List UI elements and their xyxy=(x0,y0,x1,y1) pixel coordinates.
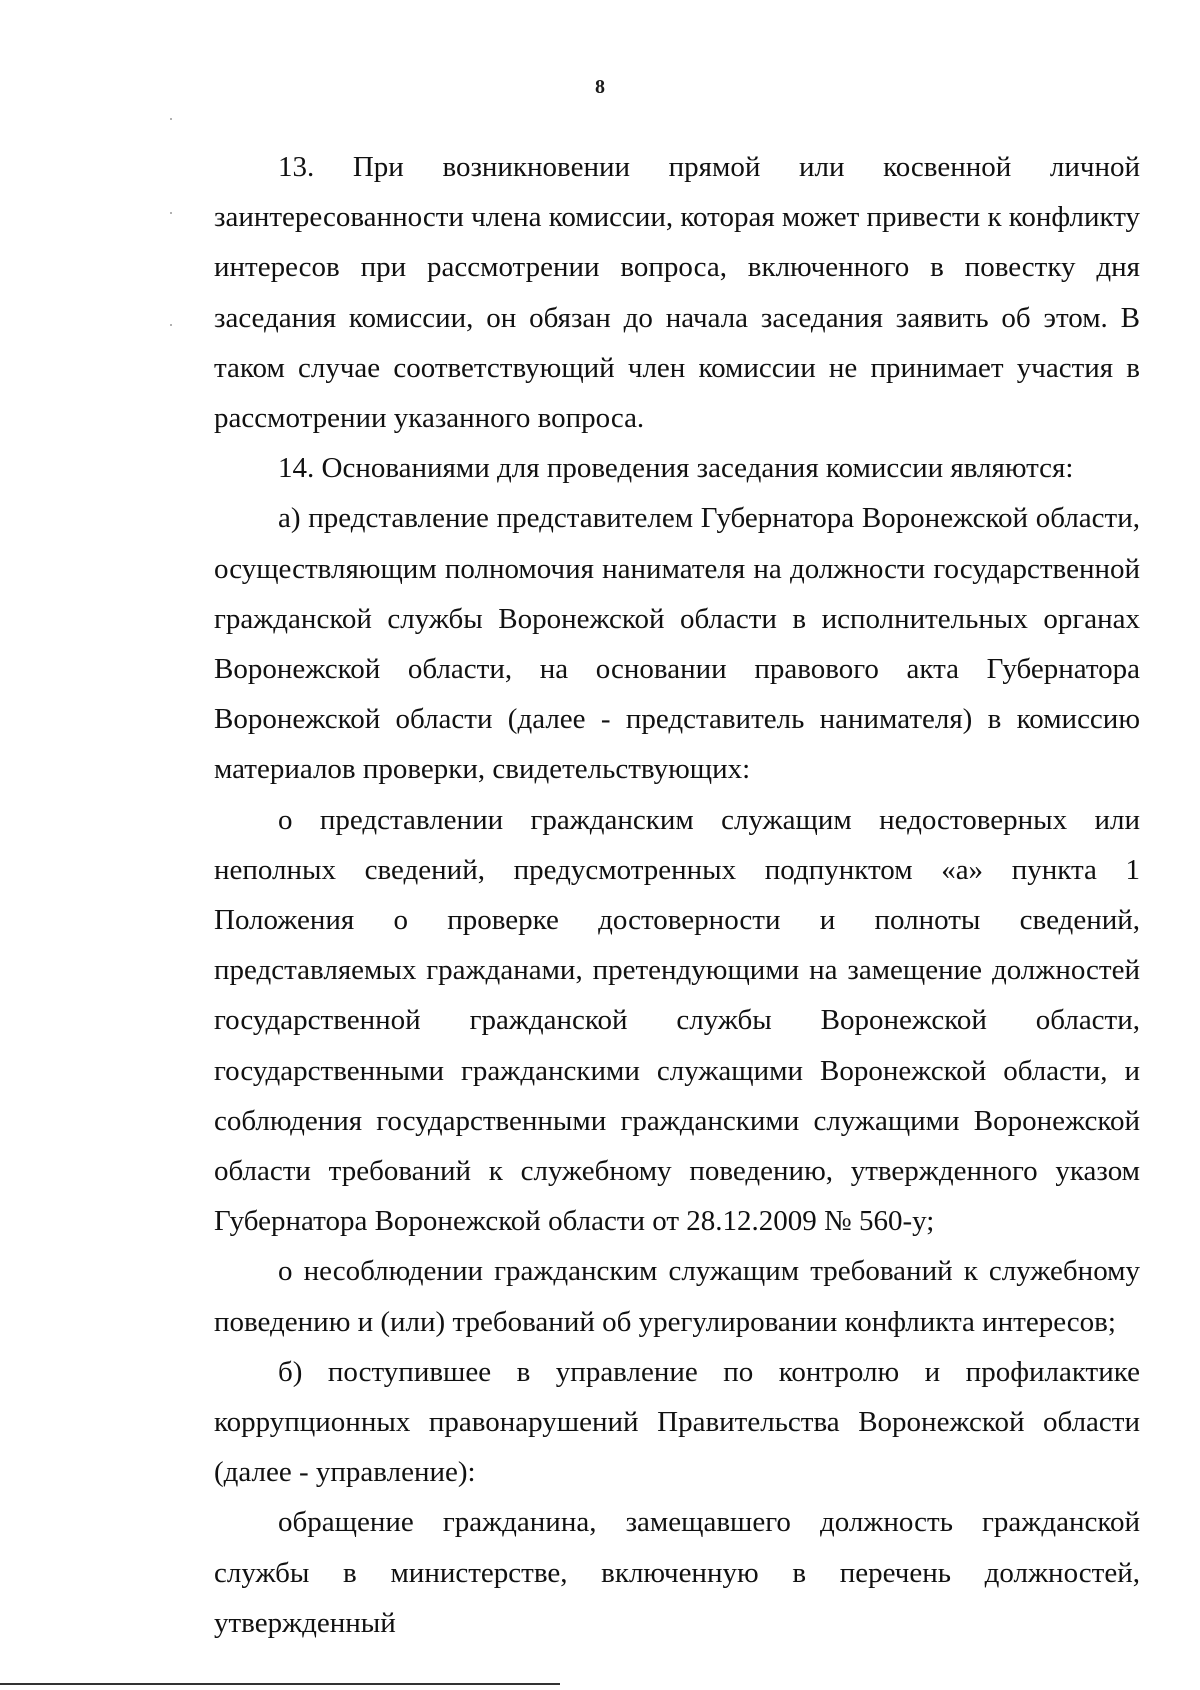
paragraph-14a: а) представление представителем Губернатора Воронежской области, осуществляющим полномочия нанимателя на должности государственной гражданской службы Воронежской области в исполнительных органах Воронежской области, на основании правового акта Губернатора Воронежской области (далее - представитель нанимателя) в комиссию материалов проверки, свидетельствующих: xyxy=(214,502,1140,786)
paragraph-14b-item-1: обращение гражданина, замещавшего должность гражданской службы в министерстве, включенную в перечень должностей, утвержденный xyxy=(214,1506,1140,1639)
scan-artifact xyxy=(170,212,172,214)
document-body xyxy=(214,142,1140,1648)
paragraph-14a-item-2: о несоблюдении гражданским служащим требований к служебному поведению и (или) требований об урегулировании конфликта интересов; xyxy=(214,1255,1140,1338)
bottom-scan-edge xyxy=(0,1683,560,1685)
paragraph-14: 14. Основаниями для проведения заседания комиссии являются: xyxy=(278,452,1074,485)
scan-artifact xyxy=(170,324,172,326)
paragraph-14b: б) поступившее в управление по контролю и профилактике коррупционных правонарушений Правительства Воронежской области (далее - управление): xyxy=(214,1355,1140,1489)
paragraph-13: 13. При возникновении прямой или косвенной личной заинтересованности члена комиссии, которая может привести к конфликту интересов при рассмотрении вопроса, включенного в повестку дня заседания комиссии, он обязан до начала заседания заявить об этом. В таком случае соответствующий член комиссии не принимает участия в рассмотрении указанного вопроса. xyxy=(214,151,1140,435)
scan-artifact xyxy=(170,118,172,120)
paragraph-14a-item-1: о представлении гражданским служащим недостоверных или неполных сведений, предусмотренных подпунктом «а» пункта 1 Положения о проверке достоверности и полноты сведений, представляемых гражданами, претендующими на замещение должностей государственной гражданской службы Воронежской области, государственными гражданскими служащими Воронежской области, и соблюдения государственными гражданскими служащими Воронежской области требований к служебному поведению, утвержденного указом Губернатора Воронежской области от 28.12.2009 № 560-у; xyxy=(214,803,1140,1238)
page-number: 8 xyxy=(595,76,605,98)
